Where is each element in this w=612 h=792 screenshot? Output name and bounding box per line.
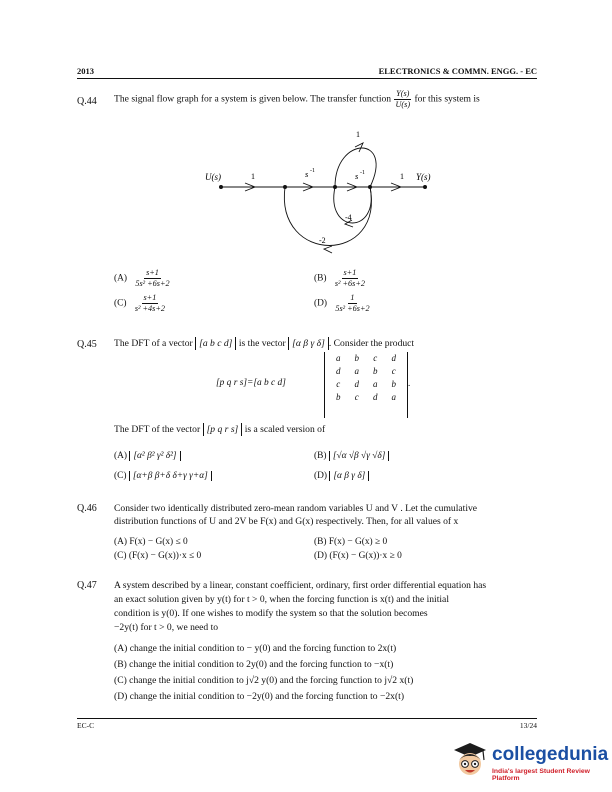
q44-stem [114,89,544,110]
matrix-cell: a [373,379,378,389]
q47-stem [114,579,544,635]
q44-option-b[interactable] [314,268,367,289]
option-value: [α² β² γ² δ²] [129,451,180,461]
branch-top [335,148,376,187]
q45-vector-abcd: [a b c d] [195,337,236,350]
q44-option-a[interactable] [114,268,172,289]
label-input: U(s) [205,172,221,182]
q47-line: an exact solution given by y(t) for t > 0, when the forcing function is x(t) and the initial [114,594,449,605]
matrix-cell: d [373,392,378,402]
q44-transfer-fraction [394,89,413,110]
q47-line: −2y(t) for t > 0, we need to [114,622,219,633]
exam-year: 2013 [77,66,94,76]
q45-period: . [408,378,411,388]
option-label: (B) [314,451,327,461]
matrix-cell: d [391,353,396,363]
option-den: 5s² +6s+2 [135,279,170,288]
q44-option-d[interactable] [314,293,372,314]
matrix-cell: b [373,366,378,376]
q47-option-b[interactable]: (B) change the initial condition to 2y(0) and the forcing function to −x(t) [114,659,394,670]
matrix-cell: b [336,392,341,402]
q47-option-d[interactable]: (D) change the initial condition to −2y(0) and the forcing function to −2x(t) [114,691,405,702]
brand-tagline: India's largest Student Review Platform [492,768,590,782]
q45-text-5: is a scaled version of [244,424,326,435]
label-gain-m4: -4 [345,213,352,222]
q45-matrix [324,352,411,418]
q45-option-c[interactable] [114,471,212,481]
matrix-cell: d [336,366,341,376]
page-number: 13/24 [519,721,537,730]
q44-tf-num: Y(s) [396,89,410,98]
option-label: (C) [114,471,127,481]
q46-option-c[interactable]: (C) (F(x) − G(x))·x ≤ 0 [114,551,202,561]
option-num: s+1 [143,293,157,302]
q47-option-c[interactable]: (C) change the initial condition to j√2 y(0) and the forcing function to j√2 x(t) [114,675,414,686]
q45-stem-2 [114,423,544,436]
q45-product-lhs: [p q r s]=[a b c d] [216,378,286,388]
footer-code: EC-C [77,721,95,730]
label-gain-s1a: s [305,169,309,179]
label-gain-top: 1 [356,130,360,139]
option-label: (D) [314,471,328,481]
exam-subject: ELECTRONICS & COMMN. ENGG. - EC [378,66,537,76]
q45-option-d[interactable] [314,471,369,481]
option-den: s² +4s+2 [134,304,165,313]
matrix-cell: d [354,379,359,389]
q47-number: Q.47 [77,580,97,591]
branch-m4 [334,187,371,223]
matrix-cell: a [391,392,396,402]
q45-option-b[interactable] [314,451,389,461]
option-value: [√α √β √γ √δ] [329,451,390,461]
option-den: 5s² +6s+2 [335,304,370,313]
q46-option-b[interactable]: (B) F(x) − G(x) ≥ 0 [314,537,388,547]
q45-vector-pqrs: [p q r s] [203,423,243,436]
q44-text-before: The signal flow graph for a system is given below. The transfer function [114,93,392,105]
q45-vector-dft: [α β γ δ] [288,337,329,350]
header-rule [77,78,537,79]
option-den: s² +6s+2 [334,279,365,288]
q45-text-4: The DFT of the vector [114,424,201,435]
option-label: (B) [314,273,327,284]
q46-stem [114,502,544,528]
option-label: (D) [314,298,328,309]
option-num: s+1 [343,268,357,277]
label-gain-s1b: s [355,171,359,181]
matrix-cell: c [336,379,341,389]
mascot-logo [450,740,490,782]
q45-text-2: is the vector [238,338,286,349]
matrix-cell: c [391,366,396,376]
label-gain-s1b-exp: -1 [360,170,365,176]
label-gain-s1a-exp: -1 [310,168,315,174]
footer-rule [77,718,537,719]
branch-m2 [284,187,371,246]
graduate-mascot-icon [450,740,490,782]
q44-text-after: for this system is [414,93,480,105]
option-num: s+1 [146,268,159,277]
option-label: (A) [114,451,128,461]
q45-text-3: . Consider the product [328,338,415,349]
q45-stem [114,337,544,350]
q44-number: Q.44 [77,96,97,107]
q47-option-a[interactable]: (A) change the initial condition to − y(0) and the forcing function to 2x(t) [114,643,397,654]
brand-name: collegedunia [492,744,609,765]
q47-line: A system described by a linear, constant coefficient, ordinary, first order differential equation has [114,580,487,591]
q46-number: Q.46 [77,503,97,514]
matrix-cell: b [391,379,396,389]
option-label: (C) [114,298,127,309]
signal-flow-graph [195,125,455,265]
option-label: (A) [114,273,128,284]
option-value: [α+β β+δ δ+γ γ+α] [129,471,212,481]
q45-option-a[interactable] [114,451,181,461]
matrix-cell: b [354,353,359,363]
matrix-cell: c [354,392,359,402]
label-output: Y(s) [416,172,431,182]
q47-line: condition is y(0). If one wishes to modify the system so that the solution becomes [114,608,428,619]
option-num: 1 [350,293,355,302]
label-gain-out: 1 [400,172,404,181]
q44-tf-den: U(s) [395,100,411,109]
matrix-cell: a [354,366,359,376]
q46-line-2: distribution functions of U and 2V be F(x) and G(x) respectively. Then, for all values of x [114,516,459,528]
q45-text-1: The DFT of a vector [114,338,193,349]
matrix-cell: a [336,353,341,363]
label-gain-in: 1 [251,172,255,181]
q45-number: Q.45 [77,339,97,350]
label-gain-m2: -2 [319,236,326,245]
option-value: [α β γ δ] [329,471,369,481]
q44-option-c[interactable] [114,293,167,314]
q46-line-1: Consider two identically distributed zero-mean random variables U and V . Let the cumulative [114,503,478,514]
q47-options [114,641,544,705]
q46-option-a[interactable]: (A) F(x) − G(x) ≤ 0 [114,537,188,547]
matrix-cell: c [373,353,378,363]
q46-option-d[interactable]: (D) (F(x) − G(x))·x ≥ 0 [314,551,402,561]
